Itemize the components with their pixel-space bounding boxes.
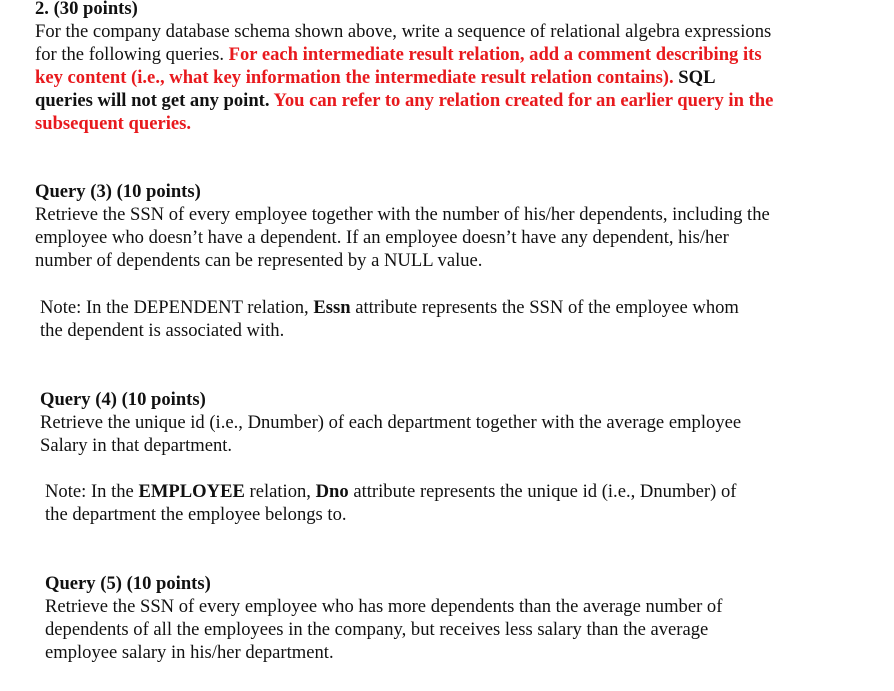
query-5-section	[45, 572, 722, 664]
question-2-instruction-line: subsequent queries.	[35, 113, 192, 134]
question-2-heading: 2. (30 points)	[35, 0, 138, 19]
query-3-note-line	[40, 296, 739, 319]
note-relation-name: EMPLOYEE	[138, 481, 245, 502]
query-4-note	[45, 480, 736, 526]
question-2-instruction-line	[35, 66, 773, 89]
query-3-text-line: Retrieve the SSN of every employee together with the number of his/her dependents, including the	[35, 204, 770, 225]
query-5-text-line: Retrieve the SSN of every employee who has more dependents than the average number of	[45, 596, 723, 617]
query-5-text-line: dependents of all the employees in the company, but receives less salary than the average	[45, 619, 709, 640]
instruction-red-text: key content (i.e., what key information the intermediate result relation contains).	[35, 67, 674, 88]
note-attribute-name: Essn	[313, 297, 351, 318]
note-text: relation,	[244, 481, 316, 502]
note-text: Note: In the	[45, 481, 139, 502]
note-text: attribute represents the SSN of the employee whom	[350, 297, 739, 318]
query-4-heading: Query (4) (10 points)	[40, 389, 206, 410]
query-3-note-line: the dependent is associated with.	[40, 320, 285, 341]
query-4-section	[40, 388, 741, 457]
instruction-red-text: For each intermediate result relation, add a comment describing its	[228, 44, 762, 65]
note-text: Note: In the DEPENDENT relation,	[40, 297, 314, 318]
query-3-section	[35, 180, 770, 272]
query-5-text-line: employee salary in his/her department.	[45, 642, 334, 663]
instruction-plain-text: for the following queries.	[35, 44, 229, 65]
query-4-text-line: Retrieve the unique id (i.e., Dnumber) of each department together with the average employee	[40, 412, 742, 433]
query-4-note-line: the department the employee belongs to.	[45, 504, 347, 525]
instruction-red-text: You can refer to any relation created for an earlier query in the	[269, 90, 774, 111]
query-4-note-line	[45, 480, 736, 503]
instruction-bold-text: queries will not get any point.	[35, 90, 270, 111]
query-3-text-line: number of dependents can be represented by a NULL value.	[35, 250, 483, 271]
query-4-text-line: Salary in that department.	[40, 435, 233, 456]
question-2-section	[35, 0, 773, 135]
query-5-heading: Query (5) (10 points)	[45, 573, 211, 594]
question-2-intro-line: For the company database schema shown above, write a sequence of relational algebra expressions	[35, 21, 772, 42]
note-attribute-name: Dno	[315, 481, 349, 502]
query-3-text-line: employee who doesn’t have a dependent. If an employee doesn’t have any dependent, his/her	[35, 227, 729, 248]
question-2-instruction-line	[35, 43, 773, 66]
note-text: attribute represents the unique id (i.e., Dnumber) of	[348, 481, 737, 502]
query-3-heading: Query (3) (10 points)	[35, 181, 201, 202]
question-2-instruction-line	[35, 89, 773, 112]
instruction-bold-text: SQL	[673, 67, 716, 88]
query-3-note	[40, 296, 739, 342]
